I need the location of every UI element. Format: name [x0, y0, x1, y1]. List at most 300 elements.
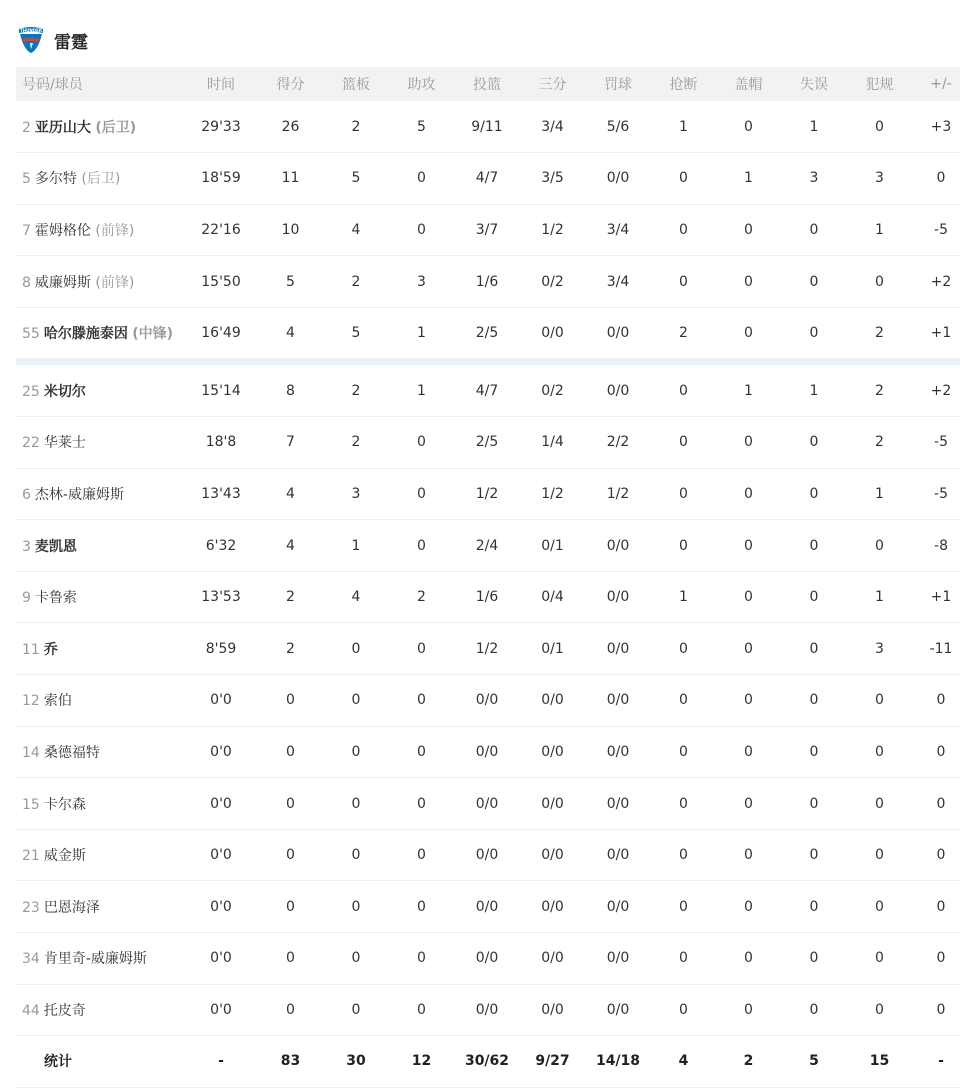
header-steals: 抢断 — [669, 77, 698, 93]
stat-minutes: 13'43 — [201, 485, 241, 502]
stat-plus-minus: 0 — [936, 1001, 946, 1018]
player-row[interactable] — [16, 153, 960, 205]
stat-points: 0 — [286, 898, 295, 915]
stat-blocks: 0 — [744, 795, 753, 812]
stat-three-pt: 0/0 — [541, 743, 564, 760]
stat-steals: 0 — [679, 692, 688, 709]
stat-three-pt: 0/0 — [541, 898, 564, 915]
total-plus-minus: - — [938, 1053, 944, 1070]
jersey-number: 6 — [22, 486, 31, 503]
stat-rebounds: 5 — [351, 325, 361, 342]
stat-fg: 4/7 — [475, 170, 499, 187]
stat-ft: 0/0 — [606, 692, 630, 709]
stat-rebounds: 0 — [351, 898, 361, 915]
stat-plus-minus: 0 — [936, 692, 946, 709]
stat-plus-minus: +1 — [930, 325, 952, 342]
stat-assists: 0 — [417, 434, 426, 451]
stat-three-pt: 0/2 — [541, 273, 564, 290]
stat-assists: 0 — [417, 170, 426, 187]
stat-minutes: 0'0 — [210, 898, 232, 915]
stat-fouls: 0 — [875, 537, 884, 554]
player-name[interactable]: 威金斯 — [43, 848, 86, 865]
stat-plus-minus: 0 — [936, 950, 946, 967]
stat-turnovers: 0 — [809, 847, 819, 864]
total-fouls: 15 — [869, 1053, 890, 1070]
player-row[interactable] — [16, 204, 960, 256]
stat-steals: 0 — [679, 434, 688, 451]
stat-points: 8 — [286, 382, 295, 399]
player-row[interactable] — [16, 417, 960, 469]
stat-turnovers: 1 — [809, 382, 819, 399]
stat-steals: 0 — [679, 170, 688, 187]
player-name[interactable]: 巴恩海泽 — [43, 899, 100, 916]
stat-minutes: 13'53 — [201, 589, 241, 606]
stat-minutes: 8'59 — [205, 640, 237, 657]
stat-fg: 0/0 — [475, 898, 499, 915]
stat-minutes: 0'0 — [210, 1001, 232, 1018]
stat-points: 4 — [286, 325, 295, 342]
player-cell — [16, 365, 184, 417]
player-row[interactable] — [16, 520, 960, 572]
jersey-number: 11 — [22, 641, 40, 658]
stat-fg: 1/2 — [475, 640, 499, 657]
player-row[interactable] — [16, 307, 960, 359]
stat-fg: 1/6 — [475, 273, 499, 290]
stat-points: 0 — [286, 847, 295, 864]
player-row[interactable] — [16, 829, 960, 881]
stat-turnovers: 0 — [809, 950, 819, 967]
jersey-number: 22 — [22, 435, 40, 452]
stat-ft: 0/0 — [606, 640, 630, 657]
player-cell — [16, 307, 184, 359]
stat-fouls: 0 — [875, 847, 884, 864]
stat-turnovers: 3 — [809, 170, 819, 187]
stat-three-pt: 0/0 — [541, 795, 564, 812]
stat-points: 4 — [286, 485, 295, 502]
stat-minutes: 29'33 — [201, 118, 241, 135]
stat-blocks: 1 — [744, 382, 753, 399]
player-cell — [16, 256, 184, 308]
thunder-logo-icon — [16, 25, 46, 55]
player-name[interactable]: 霍姆格伦 — [34, 222, 91, 239]
stat-minutes: 0'0 — [210, 847, 232, 864]
stat-ft: 0/0 — [606, 537, 630, 554]
stat-minutes: 22'16 — [201, 221, 241, 238]
jersey-number: 12 — [22, 693, 40, 710]
table-body — [16, 101, 960, 1087]
stat-assists: 0 — [417, 1001, 426, 1018]
stat-ft: 0/0 — [606, 170, 630, 187]
player-name[interactable]: 亚历山大 — [34, 119, 91, 136]
stat-turnovers: 0 — [809, 898, 819, 915]
stat-blocks: 0 — [744, 898, 753, 915]
stat-blocks: 0 — [744, 640, 753, 657]
stat-blocks: 0 — [744, 434, 753, 451]
stat-turnovers: 0 — [809, 1001, 819, 1018]
stat-steals: 0 — [679, 221, 688, 238]
stat-three-pt: 0/2 — [541, 382, 564, 399]
stat-plus-minus: 0 — [936, 847, 946, 864]
stat-fg: 0/0 — [475, 1001, 499, 1018]
stat-three-pt: 0/0 — [541, 325, 564, 342]
stat-rebounds: 0 — [351, 640, 361, 657]
stat-points: 0 — [286, 743, 295, 760]
jersey-number: 5 — [22, 171, 31, 188]
stat-assists: 1 — [417, 325, 426, 342]
stat-three-pt: 0/0 — [541, 950, 564, 967]
stat-ft: 1/2 — [606, 485, 630, 502]
stat-fouls: 3 — [875, 170, 884, 187]
player-position: (后卫) — [95, 119, 137, 136]
stat-steals: 1 — [679, 589, 688, 606]
stat-ft: 2/2 — [606, 434, 630, 451]
stat-minutes: 18'8 — [205, 434, 237, 451]
stat-fg: 2/4 — [475, 537, 499, 554]
stat-fg: 0/0 — [475, 743, 499, 760]
player-name[interactable]: 哈尔滕施泰因 — [43, 326, 128, 343]
stat-fg: 3/7 — [475, 221, 499, 238]
stat-fg: 9/11 — [471, 118, 503, 135]
header-minutes: 时间 — [207, 77, 235, 93]
stat-ft: 0/0 — [606, 795, 630, 812]
stat-fg: 4/7 — [475, 382, 499, 399]
stat-three-pt: 0/1 — [541, 537, 564, 554]
stat-ft: 0/0 — [606, 898, 630, 915]
player-cell — [16, 881, 184, 933]
stat-rebounds: 0 — [351, 847, 361, 864]
stat-plus-minus: +2 — [930, 382, 952, 399]
player-cell — [16, 726, 184, 778]
stat-turnovers: 0 — [809, 743, 819, 760]
player-row[interactable] — [16, 881, 960, 933]
stat-steals: 2 — [679, 325, 688, 342]
stat-turnovers: 0 — [809, 273, 819, 290]
header-player: 号码/球员 — [22, 77, 83, 93]
stat-assists: 0 — [417, 950, 426, 967]
stat-blocks: 0 — [744, 221, 753, 238]
stat-blocks: 0 — [744, 325, 753, 342]
stat-plus-minus: -5 — [934, 485, 948, 502]
player-name[interactable]: 托皮奇 — [43, 1002, 86, 1019]
header-ft: 罚球 — [604, 77, 632, 93]
player-position: (前锋) — [95, 274, 135, 291]
stat-plus-minus: 0 — [936, 170, 946, 187]
header-plus-minus: +/- — [930, 76, 952, 92]
stat-fouls: 2 — [875, 325, 884, 342]
jersey-number: 21 — [22, 848, 40, 865]
total-turnovers: 5 — [809, 1053, 819, 1070]
player-row[interactable] — [16, 984, 960, 1036]
stat-turnovers: 0 — [809, 325, 819, 342]
stat-three-pt: 0/4 — [541, 589, 564, 606]
stat-assists: 0 — [417, 537, 426, 554]
stat-assists: 0 — [417, 743, 426, 760]
player-row[interactable] — [16, 675, 960, 727]
stat-points: 4 — [286, 537, 295, 554]
stat-assists: 0 — [417, 640, 426, 657]
player-name[interactable]: 乔 — [43, 641, 58, 658]
stat-blocks: 0 — [744, 273, 753, 290]
player-cell — [16, 675, 184, 727]
jersey-number: 2 — [22, 119, 31, 136]
totals-row — [16, 1036, 960, 1088]
stat-minutes: 0'0 — [210, 795, 232, 812]
stat-points: 0 — [286, 692, 295, 709]
player-name[interactable]: 米切尔 — [43, 383, 86, 400]
svg-text:THUNDER: THUNDER — [20, 28, 42, 34]
stat-blocks: 0 — [744, 118, 753, 135]
stat-steals: 0 — [679, 273, 688, 290]
stat-fouls: 0 — [875, 273, 884, 290]
total-fg: 30/62 — [464, 1053, 510, 1070]
stat-fouls: 0 — [875, 692, 884, 709]
player-cell — [16, 101, 184, 153]
total-points: 83 — [280, 1053, 301, 1070]
stat-points: 0 — [286, 950, 295, 967]
stat-ft: 3/4 — [606, 273, 630, 290]
stat-ft: 3/4 — [606, 221, 630, 238]
header-three-pt: 三分 — [538, 77, 567, 93]
stat-fg: 1/6 — [475, 589, 499, 606]
stat-steals: 0 — [679, 847, 688, 864]
stat-assists: 2 — [417, 589, 426, 606]
stat-assists: 3 — [417, 273, 426, 290]
jersey-number: 14 — [22, 744, 40, 761]
stat-ft: 0/0 — [606, 743, 630, 760]
stat-minutes: 0'0 — [210, 743, 232, 760]
stat-assists: 0 — [417, 898, 426, 915]
stat-fg: 2/5 — [475, 434, 499, 451]
player-name[interactable]: 多尔特 — [34, 171, 77, 188]
player-row[interactable] — [16, 101, 960, 153]
stat-steals: 0 — [679, 795, 688, 812]
player-row[interactable] — [16, 933, 960, 985]
stat-assists: 0 — [417, 485, 426, 502]
player-cell — [16, 933, 184, 985]
stat-three-pt: 0/0 — [541, 1001, 564, 1018]
stat-turnovers: 0 — [809, 434, 819, 451]
stat-rebounds: 0 — [351, 950, 361, 967]
player-cell — [16, 153, 184, 205]
stat-plus-minus: -5 — [934, 434, 948, 451]
stat-assists: 0 — [417, 692, 426, 709]
player-name[interactable]: 威廉姆斯 — [34, 274, 91, 291]
stat-rebounds: 4 — [351, 589, 361, 606]
player-name[interactable]: 华莱士 — [43, 435, 86, 452]
team-header — [16, 24, 88, 56]
jersey-number: 23 — [22, 899, 40, 916]
stat-rebounds: 0 — [351, 743, 361, 760]
stat-steals: 0 — [679, 898, 688, 915]
stat-rebounds: 1 — [351, 537, 361, 554]
stat-points: 11 — [281, 170, 300, 187]
stat-turnovers: 0 — [809, 485, 819, 502]
stat-minutes: 6'32 — [205, 537, 237, 554]
stat-minutes: 0'0 — [210, 692, 232, 709]
stat-plus-minus: +1 — [930, 589, 952, 606]
stat-fouls: 1 — [875, 485, 884, 502]
player-cell — [16, 520, 184, 572]
player-name[interactable]: 麦凯恩 — [34, 538, 77, 555]
total-steals: 4 — [678, 1053, 689, 1070]
stat-fg: 0/0 — [475, 950, 499, 967]
stat-turnovers: 0 — [809, 640, 819, 657]
player-cell — [16, 468, 184, 520]
header-blocks: 盖帽 — [734, 77, 763, 93]
player-name[interactable]: 杰林-威廉姆斯 — [34, 486, 124, 503]
stat-points: 2 — [286, 640, 295, 657]
player-row[interactable] — [16, 623, 960, 675]
player-position: (后卫) — [81, 171, 121, 188]
stat-ft: 5/6 — [606, 118, 630, 135]
player-name[interactable]: 卡鲁索 — [34, 590, 77, 607]
jersey-number: 15 — [22, 796, 40, 813]
header-assists: 助攻 — [407, 77, 436, 93]
stat-turnovers: 0 — [809, 692, 819, 709]
stat-plus-minus: +2 — [930, 273, 952, 290]
player-cell — [16, 417, 184, 469]
stat-blocks: 0 — [744, 589, 753, 606]
stat-turnovers: 1 — [809, 118, 819, 135]
stat-points: 2 — [286, 589, 295, 606]
stat-rebounds: 0 — [351, 692, 361, 709]
stat-points: 26 — [281, 118, 300, 135]
stat-assists: 0 — [417, 221, 426, 238]
stat-three-pt: 1/2 — [541, 221, 564, 238]
stat-three-pt: 0/0 — [541, 847, 564, 864]
stat-steals: 0 — [679, 382, 688, 399]
stat-rebounds: 5 — [351, 170, 361, 187]
stat-rebounds: 0 — [351, 795, 361, 812]
stat-steals: 1 — [679, 118, 688, 135]
stat-rebounds: 4 — [351, 221, 361, 238]
stat-points: 0 — [286, 1001, 295, 1018]
stat-rebounds: 2 — [351, 434, 361, 451]
totals-label: 统计 — [44, 1054, 72, 1071]
table-header-row — [16, 67, 960, 101]
stat-fouls: 3 — [875, 640, 884, 657]
player-cell — [16, 204, 184, 256]
stat-fouls: 0 — [875, 743, 884, 760]
stat-rebounds: 2 — [351, 118, 361, 135]
player-row[interactable] — [16, 571, 960, 623]
stat-plus-minus: -8 — [934, 537, 948, 554]
total-three-pt: 9/27 — [535, 1053, 570, 1070]
stat-steals: 0 — [679, 640, 688, 657]
player-cell — [16, 778, 184, 830]
stat-three-pt: 3/4 — [541, 118, 564, 135]
stat-steals: 0 — [679, 1001, 688, 1018]
stat-plus-minus: 0 — [936, 743, 946, 760]
player-row[interactable] — [16, 256, 960, 308]
player-cell — [16, 829, 184, 881]
stat-ft: 0/0 — [606, 382, 630, 399]
stat-fouls: 1 — [875, 221, 884, 238]
stat-three-pt: 0/0 — [541, 692, 564, 709]
stat-fg: 0/0 — [475, 795, 499, 812]
stat-fouls: 0 — [875, 795, 884, 812]
stat-blocks: 0 — [744, 692, 753, 709]
player-row[interactable] — [16, 365, 960, 417]
player-cell — [16, 571, 184, 623]
player-cell — [16, 623, 184, 675]
stat-turnovers: 0 — [809, 537, 819, 554]
player-name[interactable]: 索伯 — [43, 693, 72, 710]
stat-three-pt: 0/1 — [541, 640, 564, 657]
player-row[interactable] — [16, 726, 960, 778]
stat-plus-minus: -5 — [934, 221, 948, 238]
header-rebounds: 篮板 — [342, 77, 370, 93]
player-name[interactable]: 卡尔森 — [43, 796, 86, 813]
player-name[interactable]: 桑德福特 — [43, 744, 100, 761]
stat-turnovers: 0 — [809, 795, 819, 812]
stat-assists: 5 — [417, 118, 426, 135]
player-row[interactable] — [16, 778, 960, 830]
stat-rebounds: 2 — [351, 382, 361, 399]
stat-fouls: 0 — [875, 898, 884, 915]
stat-fg: 0/0 — [475, 847, 499, 864]
stat-plus-minus: 0 — [936, 795, 946, 812]
stat-fg: 0/0 — [475, 692, 499, 709]
box-score-table — [16, 67, 960, 1088]
stat-three-pt: 1/4 — [541, 434, 564, 451]
stat-points: 7 — [286, 434, 295, 451]
stat-three-pt: 1/2 — [541, 485, 564, 502]
stat-three-pt: 3/5 — [541, 170, 564, 187]
stat-steals: 0 — [679, 485, 688, 502]
jersey-number: 7 — [22, 222, 31, 239]
stat-turnovers: 0 — [809, 589, 819, 606]
stat-fouls: 2 — [875, 434, 884, 451]
stat-minutes: 15'50 — [201, 273, 241, 290]
stat-blocks: 1 — [744, 170, 753, 187]
stat-steals: 0 — [679, 950, 688, 967]
stat-ft: 0/0 — [606, 950, 630, 967]
stat-plus-minus: -11 — [929, 640, 953, 657]
total-assists: 12 — [411, 1053, 432, 1070]
stat-blocks: 0 — [744, 950, 753, 967]
stat-rebounds: 2 — [351, 273, 361, 290]
total-rebounds: 30 — [346, 1053, 366, 1070]
player-row[interactable] — [16, 468, 960, 520]
jersey-number: 34 — [22, 951, 40, 968]
stat-steals: 0 — [679, 537, 688, 554]
player-position: (前锋) — [95, 222, 135, 239]
stat-minutes: 0'0 — [210, 950, 232, 967]
player-name[interactable]: 肯里奇-威廉姆斯 — [43, 951, 147, 968]
stat-blocks: 0 — [744, 743, 753, 760]
stat-rebounds: 0 — [351, 1001, 361, 1018]
stat-ft: 0/0 — [606, 589, 630, 606]
total-minutes: - — [218, 1053, 224, 1070]
team-name: 雷霆 — [54, 32, 88, 53]
total-blocks: 2 — [743, 1053, 754, 1070]
jersey-number: 9 — [22, 590, 31, 607]
jersey-number: 55 — [22, 326, 40, 343]
stat-fg: 1/2 — [475, 485, 499, 502]
stat-fg: 2/5 — [475, 325, 499, 342]
jersey-number: 8 — [22, 274, 31, 291]
stat-plus-minus: 0 — [936, 898, 946, 915]
header-fg: 投篮 — [473, 77, 501, 93]
player-cell — [16, 984, 184, 1036]
stat-assists: 0 — [417, 795, 426, 812]
stat-fouls: 0 — [875, 118, 884, 135]
stat-fouls: 2 — [875, 382, 884, 399]
stat-points: 0 — [286, 795, 295, 812]
header-turnovers: 失误 — [800, 77, 828, 93]
stat-ft: 0/0 — [606, 1001, 630, 1018]
